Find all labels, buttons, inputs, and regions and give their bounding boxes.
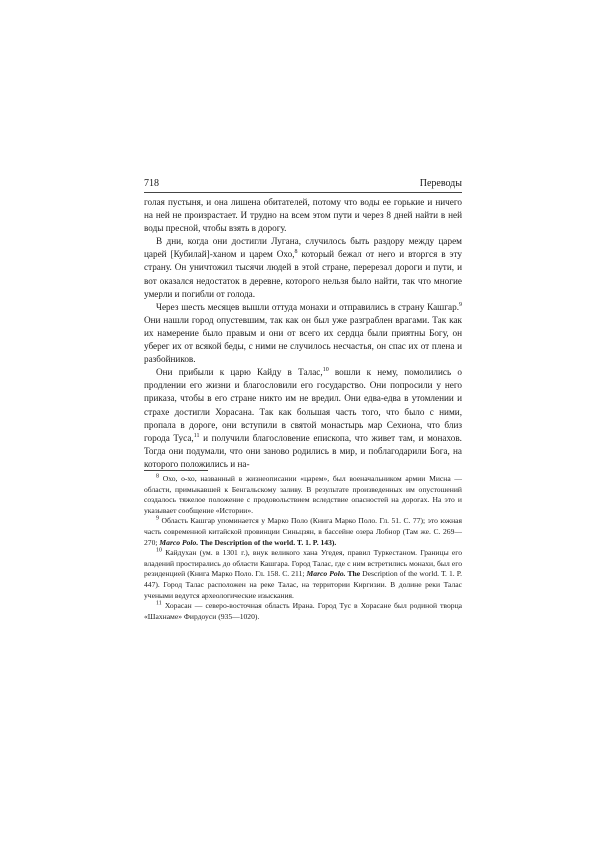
footnote-ref-11: 11 (193, 432, 200, 439)
footnote-text: Description of the world. T. 1. P. 447). Город Талас расположен на реке Талас, на территории Киргизии. В долине реки Талас учеными ведутся археологические изыскания. (144, 569, 463, 600)
footnote-ref-8: 8 (294, 249, 298, 256)
footnote-ref-9: 9 (459, 301, 462, 308)
footnote-number: 9 (156, 515, 159, 522)
footnote-italic: Marco Polo. (159, 537, 199, 547)
footnote-text: Охо, о-хо, названный в жизнеописании «царем», был военачальником армии Мисна — области, примыкавшей к Бенгальскому заливу. В результате произведенных им опустошений создалось тяжелое положение с продовольствием вследствие опасностей на дорогах. На это и указывает сообщение «Истории». (144, 474, 462, 515)
paragraph-3-text-a: Через шесть месяцев вышли оттуда монахи и отправились в страну Кашгар. (156, 301, 459, 312)
footnote-italic: Marco Polo. (306, 569, 346, 579)
footnote-11 (144, 601, 462, 622)
footnote-text: Кайдухан (ум. в 1301 г.), внук великого хана Угедея, правил Туркестаном. Границы его владений простирались до области Кашгара. Город Талас, где с ним встретились монахи, был его резиденцией (Книга Марко Поло. Гл. 158. С. 211; (144, 548, 462, 579)
header-rule (144, 192, 462, 193)
page-number: 718 (144, 178, 159, 189)
paragraph-2 (144, 235, 462, 300)
footnote-ref-10: 10 (322, 367, 329, 374)
paragraph-2-text-b: который бежал от него и вторгся в эту страну. Он уничтожил тысячи людей в этой стране, перерезал дороги и пути, и вот оказался недостаток в деревне, которого нельзя было найти, так что многие умерли и погибли от голода. (144, 249, 462, 299)
paragraph-4-text-a: Они прибыли к царю Кайду в Талас, (156, 367, 323, 378)
footnote-number: 10 (156, 547, 162, 554)
footnote-8 (144, 474, 462, 516)
footnotes (144, 474, 462, 622)
main-text (144, 196, 462, 471)
paragraph-2-text-a: В дни, когда они достигли Лугана, случилось быть раздору между царем царей [Кубилай]-ханом и царем Охо, (144, 236, 462, 260)
paragraph-4 (144, 366, 462, 471)
footnote-number: 11 (156, 600, 162, 607)
paragraph-1 (144, 196, 462, 235)
paragraph-3 (144, 301, 462, 366)
section-title: Переводы (419, 178, 462, 189)
footnote-text: Область Кашгар упоминается у Марко Поло (Книга Марко Поло. Гл. 51. С. 77); это южная часть современной китайской провинции Синьцзян, в бассейне озера Лобнор (Там же. С. 269—270; (144, 516, 462, 547)
paragraph-4-text-c: и получили благословение епископа, что живет там, и монахов. Тогда они подумали, что они заново родились в мир, и поблагодарили Бога, на которого положились и на- (144, 432, 462, 469)
footnote-text: Хорасан — северо-восточная область Ирана. Город Тус в Хорасане был родиной творца «Шахнаме» Фирдоуси (935—1020). (144, 601, 462, 621)
footnote-bold: The Description of the world. T. 1. P. 143). (198, 537, 337, 547)
footnote-10 (144, 548, 462, 601)
footnote-9 (144, 516, 462, 548)
footnote-number: 8 (156, 473, 159, 480)
footnote-bold: The (345, 569, 361, 579)
paragraph-4-text-b: вошли к нему, помолились о продлении его жизни и благословили его государство. Они попросили у него приказа, чтобы в его стране никто им не вредил. Они едва-едва в утомлении и страхе достигли Хорасана. Так как большая часть того, что было с ними, пропала в дороге, они вступили в святой монастырь мар Сехиона, что близ города Туса, (144, 367, 462, 443)
footnote-rule (144, 470, 208, 471)
paragraph-3-text-b: Они нашли город опустевшим, так как он был уже разграблен врагами. Так как их намерение было правым и они от всего их сердца были приятны Богу, он уберег их от всякой беды, с ними не случилось несчастья, он спас их от плена и разбойников. (144, 314, 462, 365)
running-header (144, 178, 462, 189)
paragraph-1-text: голая пустыня, и она лишена обитателей, потому что воды ее горькие и ничего на ней не произрастает. И трудно на всем этом пути и через 8 дней найти в ней воды пресной, чтобы взять в дорогу. (144, 197, 462, 234)
